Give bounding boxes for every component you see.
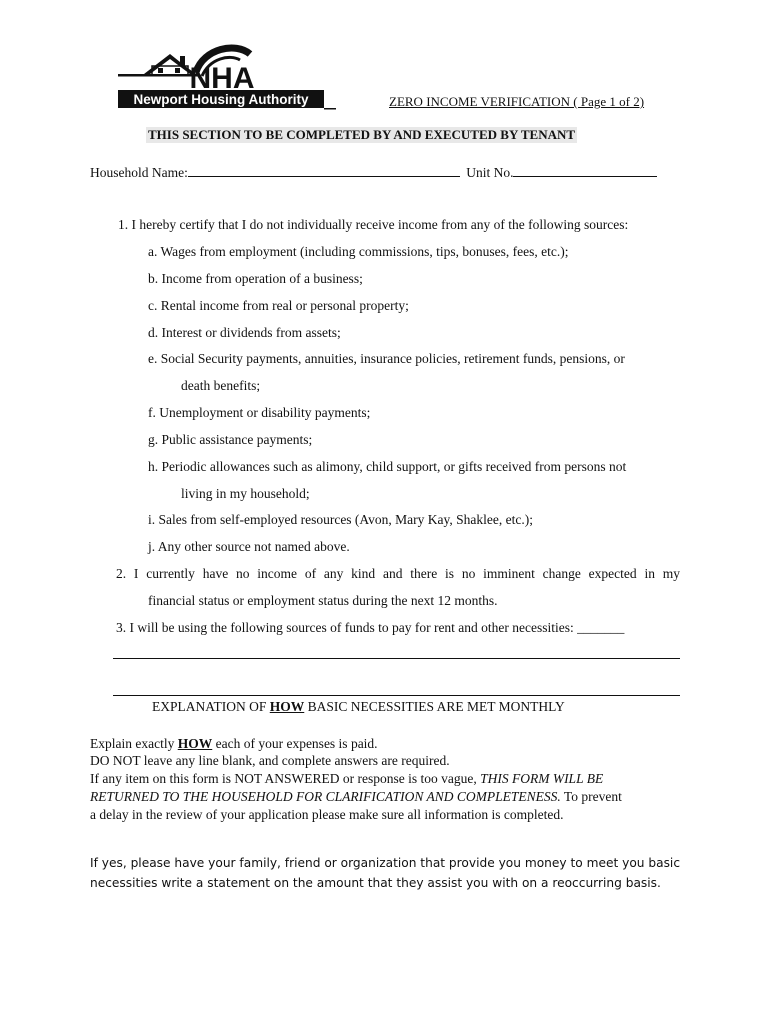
nha-logo [118,44,336,114]
instruction-line-3 [90,771,603,787]
instruction-line-5: a delay in the review of your application please make sure all information is completed. [90,807,564,822]
unit-no-field[interactable] [513,164,657,177]
item-2-line-2: financial status or employment status during the next 12 months. [148,593,498,608]
section-title: THIS SECTION TO BE COMPLETED BY AND EXECUTED BY TENANT [148,127,576,142]
heading-text: EXPLANATION OF [152,699,270,714]
household-name-field[interactable] [188,164,460,177]
list-item: f. Unemployment or disability payments; [148,405,371,420]
list-item: b. Income from operation of a business; [148,271,363,286]
list-item: h. Periodic allowances such as alimony, child support, or gifts received from persons not [148,459,627,474]
list-item: living in my household; [181,486,310,501]
instruction-warning: RETURNED TO THE HOUSEHOLD FOR CLARIFICATION AND COMPLETENESS. [90,789,561,804]
instruction-text: If any item on this form is NOT ANSWERED or response is too vague, [90,771,481,786]
heading-text-end: BASIC NECESSITIES ARE MET MONTHLY [304,699,565,714]
instruction-line-2: DO NOT leave any line blank, and complete answers are required. [90,753,450,768]
list-item: c. Rental income from real or personal property; [148,298,409,313]
logo-name: Newport Housing Authority [133,92,309,107]
explanation-heading [152,699,565,715]
answer-line-2[interactable] [113,695,680,696]
item-3: 3. I will be using the following sources of funds to pay for rent and other necessities: _______ [116,620,625,635]
logo-initials: NHA [189,62,255,95]
page-label: ZERO INCOME VERIFICATION ( Page 1 of 2) [389,94,645,109]
instruction-text: To prevent [560,789,622,804]
instruction-line-4 [90,789,622,805]
list-item: i. Sales from self-employed resources (Avon, Mary Kay, Shaklee, etc.); [148,512,534,527]
household-name-label: Household Name: [90,165,188,180]
list-item: d. Interest or dividends from assets; [148,325,341,340]
item-2-line-1: 2. I currently have no income of any kind and there is no imminent change expected in my [116,566,680,581]
list-item: a. Wages from employment (including commissions, tips, bonuses, fees, etc.); [148,244,569,259]
answer-line-1[interactable] [113,658,680,659]
household-row [90,164,657,181]
instruction-text: Explain exactly [90,736,178,751]
list-item: e. Social Security payments, annuities, insurance policies, retirement funds, pensions, or [148,351,625,366]
list-item: j. Any other source not named above. [148,539,350,554]
list-item: g. Public assistance payments; [148,432,313,447]
list-item: death benefits; [181,378,261,393]
heading-how: HOW [269,699,305,714]
instruction-how: HOW [177,736,213,751]
instruction-warning: THIS FORM WILL BE [480,771,604,786]
item-1: 1. I hereby certify that I do not individually receive income from any of the following sources: [118,217,629,232]
unit-no-label: Unit No. [466,165,514,180]
instruction-text-end: each of your expenses is paid. [212,736,378,751]
instruction-line-1 [90,736,378,752]
house-logo-icon [118,44,336,114]
note-line-1: If yes, please have your family, friend or organization that provide you money to meet you basic [90,856,681,870]
note-line-2: necessities write a statement on the amount that they assist you with on a reoccurring basis. [90,876,661,890]
